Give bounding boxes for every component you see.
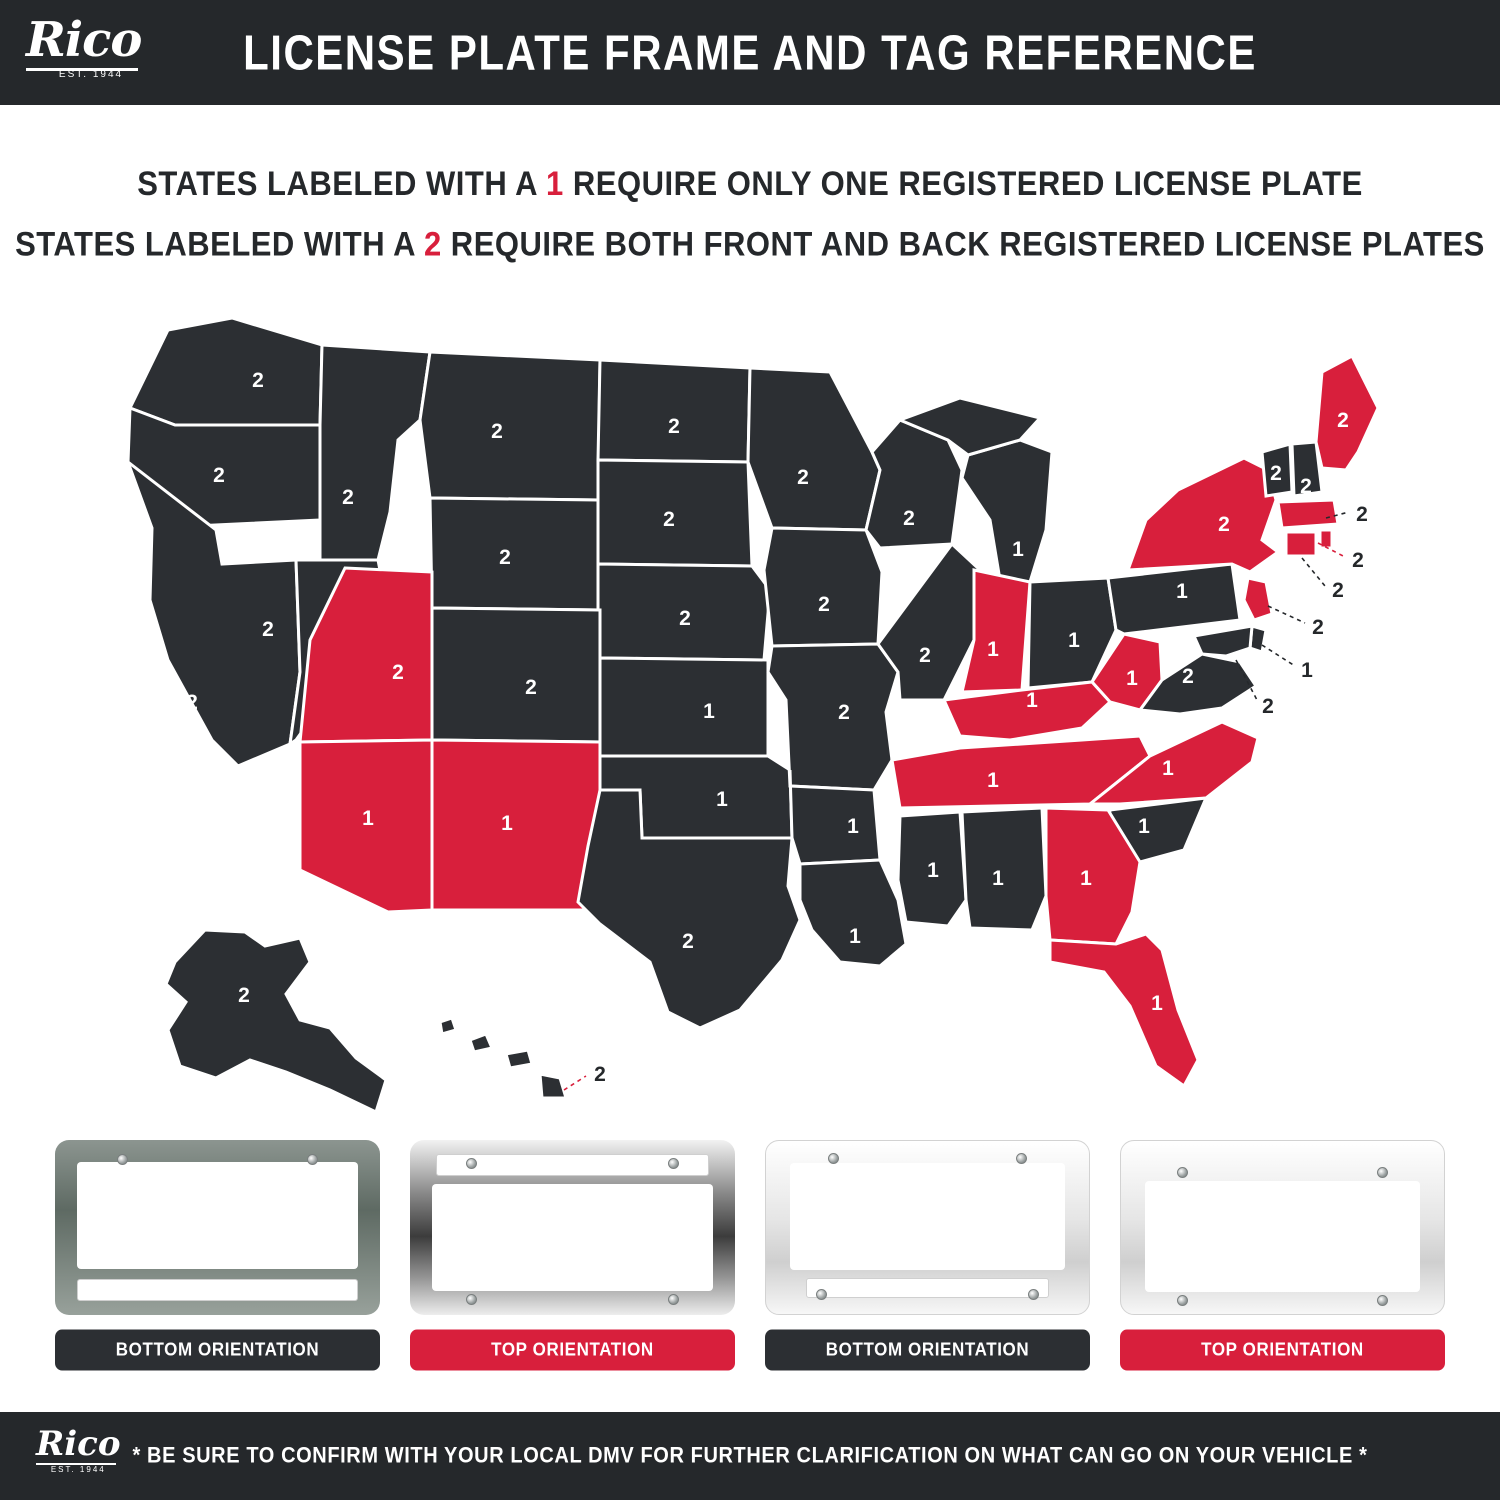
frame-3-screw-bottom-right xyxy=(1028,1289,1039,1300)
frame-4-screw-top-right xyxy=(1377,1167,1388,1178)
callout-label-ri: 2 xyxy=(1352,549,1364,572)
legend-badge-two: 2 xyxy=(423,224,442,264)
frame-3-screw-bottom-left xyxy=(816,1289,827,1300)
state-shape-pa xyxy=(1108,564,1240,634)
state-label-va: 2 xyxy=(1182,665,1194,688)
state-shape-nd xyxy=(598,360,750,462)
state-label-pa: 1 xyxy=(1176,580,1188,603)
legend-text xyxy=(0,154,1500,275)
frame-4-screw-top-left xyxy=(1177,1167,1188,1178)
usa-map xyxy=(0,300,1500,1140)
state-label-mo: 2 xyxy=(838,701,850,724)
state-label-ia: 2 xyxy=(818,593,830,616)
state-shape-id xyxy=(320,345,430,560)
frame-2-image xyxy=(410,1140,735,1315)
legend-line-2 xyxy=(0,214,1500,274)
frame-3-screw-top-right xyxy=(1016,1153,1027,1164)
frame-1-bottom-text-slot xyxy=(77,1279,358,1301)
state-label-co: 2 xyxy=(525,676,537,699)
state-label-ak: 2 xyxy=(238,984,250,1007)
frame-card-4 xyxy=(1120,1140,1445,1380)
callout-label-ma: 2 xyxy=(1356,503,1368,526)
state-label-ca: 2 xyxy=(186,691,198,714)
frame-1-caption: BOTTOM ORIENTATION xyxy=(55,1329,380,1370)
state-label-mt: 2 xyxy=(491,420,503,443)
leader-hi xyxy=(564,1076,586,1090)
logo-wordmark: Rico xyxy=(26,12,142,68)
state-label-ut: 2 xyxy=(392,661,404,684)
callout-label-md: 2 xyxy=(1262,695,1274,718)
state-label-ny: 2 xyxy=(1218,513,1230,536)
state-label-nh: 2 xyxy=(1300,475,1312,498)
state-shape-nj xyxy=(1244,578,1272,620)
state-label-oh: 1 xyxy=(1068,629,1080,652)
state-label-wy: 2 xyxy=(499,546,511,569)
state-label-ks: 1 xyxy=(703,700,715,723)
state-label-sc: 1 xyxy=(1138,815,1150,838)
state-label-ga: 1 xyxy=(1080,867,1092,890)
state-shape-ak xyxy=(166,930,386,1112)
frame-card-1 xyxy=(55,1140,380,1380)
state-label-ne: 2 xyxy=(679,607,691,630)
frame-2-screw-top-left xyxy=(466,1158,477,1169)
frame-1-screw-top-left xyxy=(117,1154,128,1165)
frame-1-window xyxy=(77,1162,358,1269)
state-label-mi: 1 xyxy=(1012,538,1024,561)
license-plate-frame-chrome xyxy=(410,1140,735,1315)
callout-label-nj: 2 xyxy=(1312,616,1324,639)
state-label-tx: 2 xyxy=(682,930,694,953)
frame-gallery xyxy=(0,1140,1500,1380)
state-shape-hi xyxy=(440,1018,566,1098)
callout-label-ct: 2 xyxy=(1332,579,1344,602)
frame-3-screw-top-left xyxy=(828,1153,839,1164)
legend-line-1 xyxy=(0,154,1500,214)
state-label-sd: 2 xyxy=(663,508,675,531)
state-label-or: 2 xyxy=(213,464,225,487)
logo-established-text: EST. 1944 xyxy=(58,69,124,80)
state-label-fl: 1 xyxy=(1151,992,1163,1015)
header-bar xyxy=(0,0,1500,105)
frame-2-screw-bottom-right xyxy=(668,1294,679,1305)
frame-2-screw-bottom-left xyxy=(466,1294,477,1305)
footer-logo-established-text: EST. 1944 xyxy=(50,1465,106,1474)
state-shape-mt xyxy=(420,352,600,500)
state-shape-mi xyxy=(962,440,1052,582)
state-shape-co xyxy=(432,608,600,742)
callout-label-de: 1 xyxy=(1301,659,1313,682)
state-label-ky: 1 xyxy=(1026,689,1038,712)
frame-3-bottom-text-slot xyxy=(806,1278,1049,1298)
legend-line-2-after: REQUIRE BOTH FRONT AND BACK REGISTERED LICENSE PLATES xyxy=(441,224,1485,264)
state-label-la: 1 xyxy=(849,925,861,948)
leader-de xyxy=(1262,645,1295,666)
disclaimer-text: * BE SURE TO CONFIRM WITH YOUR LOCAL DMV FOR FURTHER CLARIFICATION ON WHAT CAN GO ON YOUR VEHICLE * xyxy=(132,1443,1368,1468)
frame-4-image xyxy=(1120,1140,1445,1315)
state-shape-ct xyxy=(1286,532,1316,556)
state-shape-sd xyxy=(598,460,752,566)
state-label-ar: 1 xyxy=(847,815,859,838)
state-shape-wy xyxy=(430,498,598,610)
state-label-il: 2 xyxy=(919,644,931,667)
state-label-me: 2 xyxy=(1337,409,1349,432)
state-shape-la xyxy=(800,860,906,966)
state-label-wv: 1 xyxy=(1126,667,1138,690)
state-shape-nm xyxy=(432,740,600,910)
rico-logo-footer xyxy=(36,1426,121,1474)
frame-4-window xyxy=(1145,1181,1420,1292)
frame-card-3 xyxy=(765,1140,1090,1380)
license-plate-frame-white-top xyxy=(1120,1140,1445,1315)
frame-2-caption: TOP ORIENTATION xyxy=(410,1329,735,1370)
frame-4-screw-bottom-left xyxy=(1177,1295,1188,1306)
license-plate-frame-dark-green xyxy=(55,1140,380,1315)
state-shape-ks xyxy=(600,658,768,756)
frame-2-window xyxy=(432,1184,713,1291)
state-shape-mn xyxy=(748,368,880,530)
state-shape-md xyxy=(1194,626,1252,656)
state-shape-ma xyxy=(1278,500,1338,528)
state-label-az: 1 xyxy=(362,807,374,830)
state-label-nm: 1 xyxy=(501,812,513,835)
state-label-nv: 2 xyxy=(262,618,274,641)
callout-label-hi: 2 xyxy=(594,1063,606,1086)
state-label-vt: 2 xyxy=(1270,462,1282,485)
legend-badge-one: 1 xyxy=(546,163,564,203)
frame-1-screw-top-right xyxy=(307,1154,318,1165)
footer-logo-wordmark: Rico xyxy=(36,1424,121,1464)
state-shape-fl xyxy=(1050,934,1198,1086)
legend-line-1-after: REQUIRE ONLY ONE REGISTERED LICENSE PLATE xyxy=(563,163,1363,203)
state-label-in: 1 xyxy=(987,638,999,661)
legend-line-2-before: STATES LABELED WITH A xyxy=(15,224,424,264)
state-label-wi: 2 xyxy=(903,507,915,530)
state-label-ok: 1 xyxy=(716,788,728,811)
state-label-nc: 1 xyxy=(1162,757,1174,780)
state-label-tn: 1 xyxy=(987,769,999,792)
legend-line-1-before: STATES LABELED WITH A xyxy=(137,163,547,203)
frame-3-window xyxy=(790,1163,1065,1270)
state-label-id: 2 xyxy=(342,486,354,509)
state-shape-ny xyxy=(1128,458,1278,572)
state-label-wa: 2 xyxy=(252,369,264,392)
map-shapes xyxy=(128,318,1378,1112)
frame-4-screw-bottom-right xyxy=(1377,1295,1388,1306)
state-shape-ri xyxy=(1320,530,1332,548)
state-shape-ia xyxy=(764,528,882,646)
page-title: LICENSE PLATE FRAME AND TAG REFERENCE xyxy=(243,24,1257,80)
footer-bar xyxy=(0,1412,1500,1500)
frame-2-screw-top-right xyxy=(668,1158,679,1169)
state-label-al: 1 xyxy=(992,867,1004,890)
frame-3-image xyxy=(765,1140,1090,1315)
frame-4-caption: TOP ORIENTATION xyxy=(1120,1329,1445,1370)
frame-1-image xyxy=(55,1140,380,1315)
state-label-nd: 2 xyxy=(668,415,680,438)
state-shape-wa xyxy=(130,318,322,425)
state-label-mn: 2 xyxy=(797,466,809,489)
frame-3-caption: BOTTOM ORIENTATION xyxy=(765,1329,1090,1370)
state-shape-al xyxy=(962,808,1046,930)
frame-card-2 xyxy=(410,1140,735,1380)
license-plate-frame-white-bottom xyxy=(765,1140,1090,1315)
state-label-ms: 1 xyxy=(927,859,939,882)
leader-ct xyxy=(1302,558,1325,586)
